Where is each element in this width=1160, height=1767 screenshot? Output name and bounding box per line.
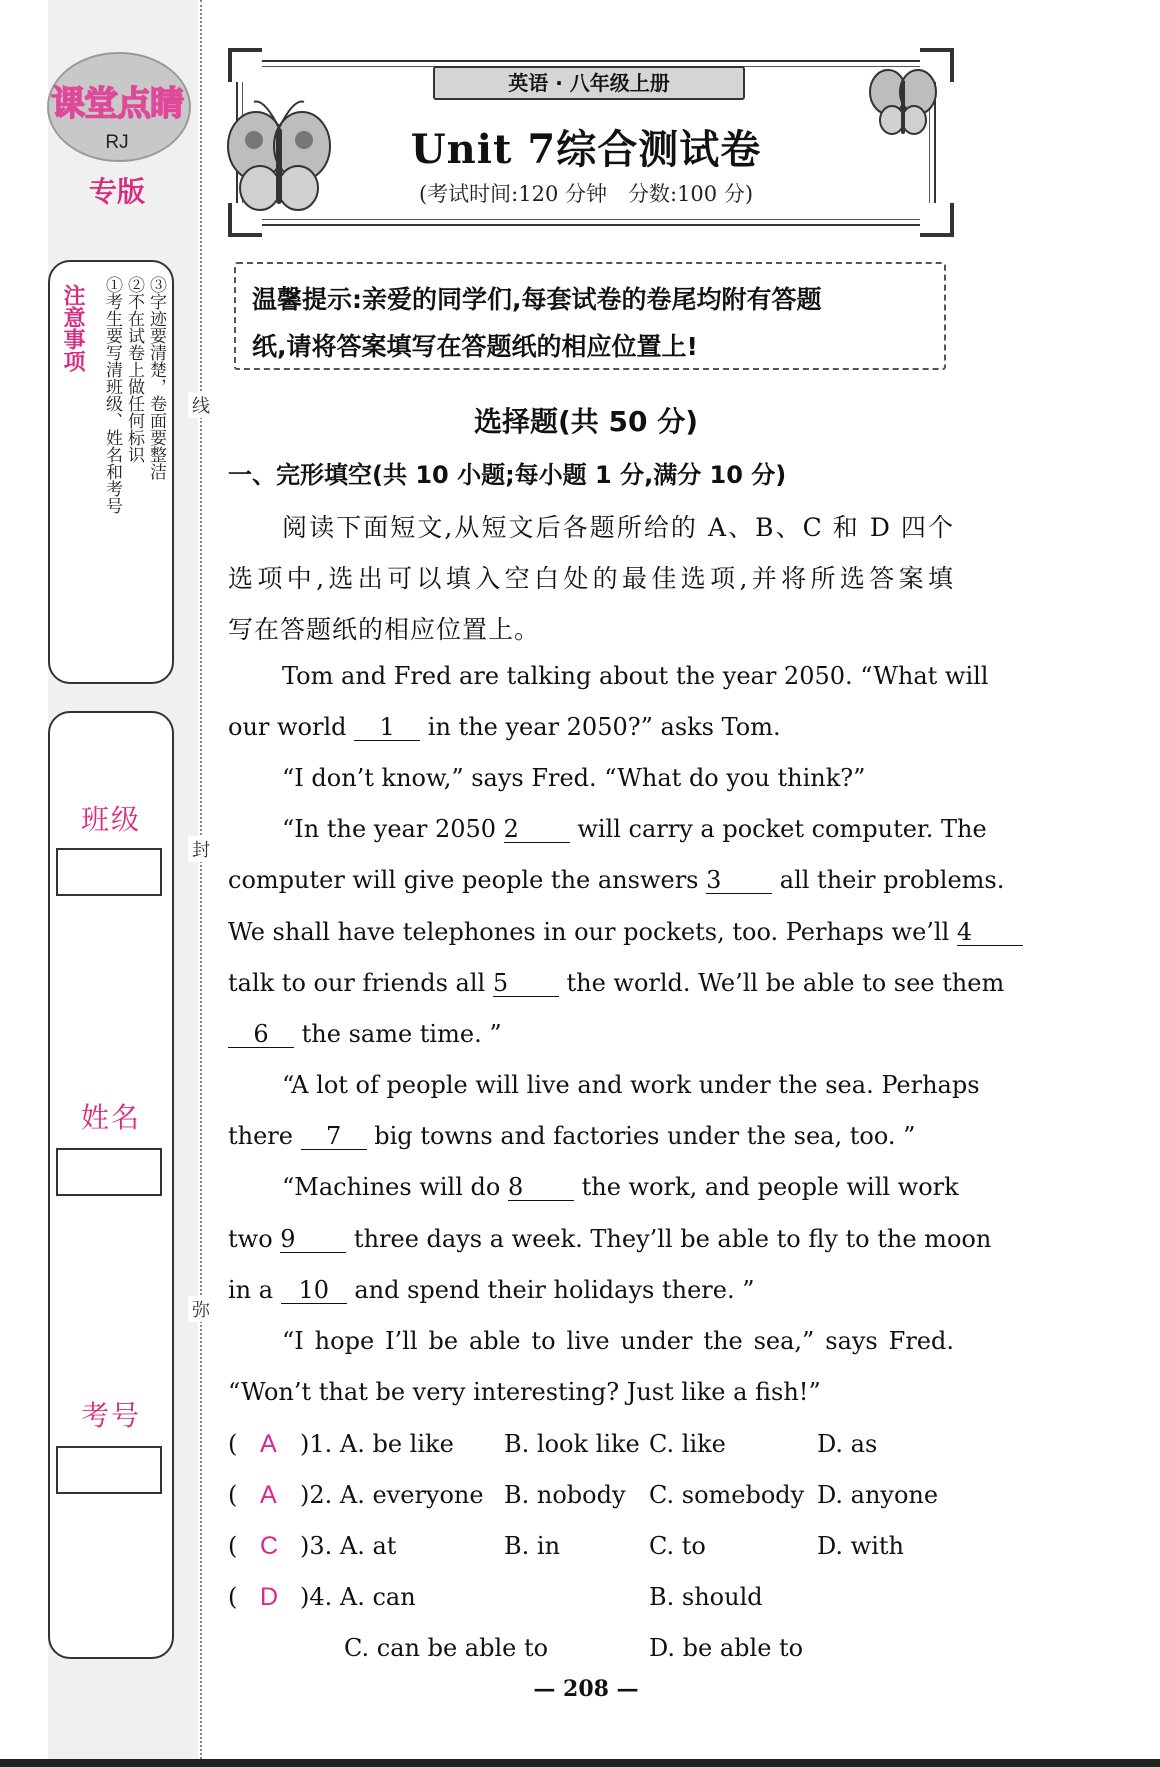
tip-line-1: 温馨提示:亲爱的同学们,每套试卷的卷尾均附有答题 [252,285,822,314]
passage-line: “In the year 2050 2 will carry a pocket computer. The [282,815,987,843]
option-b: B. nobody [504,1481,626,1509]
option-d: D. as [817,1430,878,1458]
answer-mark: C [260,1532,279,1560]
cut-mark-xian: 线 [188,392,214,418]
question-row: ( A )1. A. be like B. look like C. like D. as [228,1430,878,1458]
answer-mark: A [260,1481,277,1509]
instruction-line-2: 选项中,选出可以填入空白处的最佳选项,并将所选答案填 [228,564,954,593]
instruction-line-3: 写在答题纸的相应位置上。 [228,615,541,644]
edition-label: 专版 [88,175,145,208]
option-c: C. can be able to [344,1634,549,1662]
blank-7: 7 [301,1123,367,1150]
notice-item-3: ③字迹要清楚，卷面要整洁 [146,276,166,480]
cut-mark-mi: 弥 [188,1296,214,1322]
question-row [228,1634,968,1666]
blank-9: 9 [280,1226,346,1253]
corner-ornament-br [920,203,954,237]
blank-8: 8 [508,1174,574,1201]
logo-subtitle: RJ [105,132,129,153]
instruction-line-1: 阅读下面短文,从短文后各题所给的 A、B、C 和 D 四个 [282,513,954,542]
option-a: )3. A. at [300,1532,397,1560]
textbook-label: 英语 · 八年级上册 [433,66,745,100]
passage-line: in a 10 and spend their holidays there. ” [228,1276,755,1304]
corner-ornament-tl [228,48,262,82]
answer-mark: D [260,1583,279,1611]
notice-item-1: ①考生要写清班级、姓名和考号 [102,276,122,514]
blank-5: 5 [493,970,559,997]
passage-line: 6 the same time. ” [228,1020,954,1048]
question-row: ( D )4. A. can B. should [228,1583,763,1611]
option-b: B. look like [504,1430,640,1458]
page-title: Unit 7综合测试卷 [410,126,762,173]
option-b: B. should [649,1583,763,1611]
cut-mark-feng: 封 [188,836,214,862]
notice-panel [48,260,174,684]
blank-2: 2 [504,816,570,843]
class-label: 班级 [80,803,141,836]
name-input[interactable] [56,1148,162,1196]
passage-line: “I don’t know,” says Fred. “What do you think?” [282,764,866,792]
option-c: C. somebody [649,1481,805,1509]
passage-line: We shall have telephones in our pockets, too. Perhaps we’ll 4 [228,918,954,946]
exam-info: (考试时间:120 分钟 分数:100 分) [418,182,754,206]
option-b: B. in [504,1532,561,1560]
bottom-edge [0,1759,1160,1767]
option-d: D. anyone [817,1481,939,1509]
option-c: C. like [649,1430,726,1458]
option-c: C. to [649,1532,706,1560]
question-row: ( A )2. A. everyone B. nobody C. somebody D. anyone [228,1481,939,1509]
passage-line: there 7 big towns and factories under the sea, too. ” [228,1122,916,1150]
blank-3: 3 [706,867,772,894]
passage-line: “Won’t that be very interesting? Just like a fish!” [228,1378,821,1406]
passage-line: “I hope I’ll be able to live under the sea,” says Fred. [282,1327,954,1355]
answer-mark: A [260,1430,277,1458]
section-title: 选择题(共 50 分) [473,405,699,438]
question-row: ( C )3. A. at B. in C. to D. with [228,1532,904,1560]
part-title: 一、完形填空(共 10 小题;每小题 1 分,满分 10 分) [228,461,787,489]
class-input[interactable] [56,848,162,896]
option-a: )2. A. everyone [300,1481,484,1509]
notice-title: 注意事项 [60,284,85,372]
blank-10: 10 [281,1277,347,1304]
passage-line: “A lot of people will live and work under the sea. Perhaps [282,1071,980,1099]
option-d: D. be able to [649,1634,804,1662]
logo-title: 课堂点睛 [51,84,183,124]
passage-line: Tom and Fred are talking about the year 2050. “What will [282,662,989,690]
option-a: )1. A. be like [300,1430,454,1458]
blank-4: 4 [957,919,1023,946]
passage-line: two 9 three days a week. They’ll be able to fly to the moon [228,1225,992,1253]
tip-line-2: 纸,请将答案填写在答题纸的相应位置上! [252,332,698,361]
option-d: D. with [817,1532,904,1560]
passage-line: talk to our friends all 5 the world. We’ll be able to see them [228,969,1005,997]
blank-6: 6 [228,1021,294,1048]
name-label: 姓名 [80,1101,141,1134]
notice-item-2: ②不在试卷上做任何标识 [124,276,144,463]
passage-line: computer will give people the answers 3 all their problems. [228,866,1005,894]
exam-id-input[interactable] [56,1446,162,1494]
blank-1: 1 [354,714,420,741]
page-number: — 208 — [533,1676,639,1702]
option-a: )4. A. can [300,1583,416,1611]
passage-line: our world 1 in the year 2050?” asks Tom. [228,713,781,741]
binding-cut-line [200,0,202,1767]
passage-line: “Machines will do 8 the work, and people will work [282,1173,959,1201]
exam-id-label: 考号 [80,1399,141,1432]
